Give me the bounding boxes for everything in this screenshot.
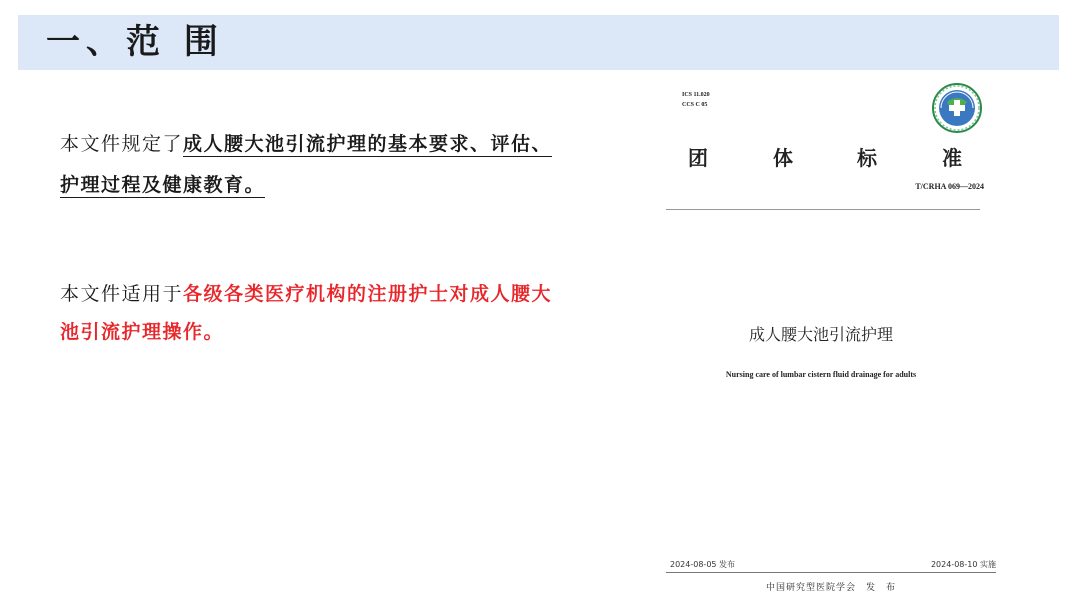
standard-number: T/CRHA 069—2024 [915, 182, 984, 191]
cover-divider-top [666, 209, 980, 210]
standard-english-title: Nursing care of lumbar cistern fluid drainage for adults [725, 370, 917, 379]
ccs-code: CCS C 05 [682, 102, 708, 108]
applicability-paragraph [60, 279, 620, 349]
page-title: 一、范 围 [46, 22, 224, 62]
association-logo-icon [931, 82, 983, 134]
scope-line-1 [60, 129, 552, 159]
applicability-line-1 [60, 279, 552, 309]
scope-prefix: 本文件规定了 [60, 133, 184, 155]
ics-code: ICS 11.020 [682, 92, 710, 98]
applicability-red-1: 各级各类医疗机构的注册护士对成人腰大 [183, 283, 553, 305]
scope-paragraph [60, 129, 620, 199]
std-type-char-1: 团 [688, 146, 708, 170]
std-type-char-4: 准 [942, 146, 962, 170]
std-type-char-3: 标 [857, 146, 877, 170]
classification-codes [682, 90, 710, 110]
implementation-date: 2024-08-10 实施 [930, 560, 996, 569]
publisher: 中国研究型医院学会 发 布 [765, 583, 896, 593]
cover-divider-bottom [666, 572, 996, 573]
standard-cover [666, 78, 1002, 600]
issue-date: 2024-08-05 发布 [670, 560, 736, 569]
standard-chinese-title: 成人腰大池引流护理 [748, 325, 893, 344]
scope-underlined-2: 护理过程及健康教育。 [60, 174, 266, 196]
scope-underlined-1: 成人腰大池引流护理的基本要求、评估、 [183, 133, 553, 155]
applicability-prefix: 本文件适用于 [60, 283, 184, 305]
scope-line-2 [60, 170, 265, 200]
applicability-line-2 [60, 317, 224, 347]
std-type-char-2: 体 [773, 146, 793, 170]
applicability-red-2: 池引流护理操作。 [60, 321, 225, 343]
